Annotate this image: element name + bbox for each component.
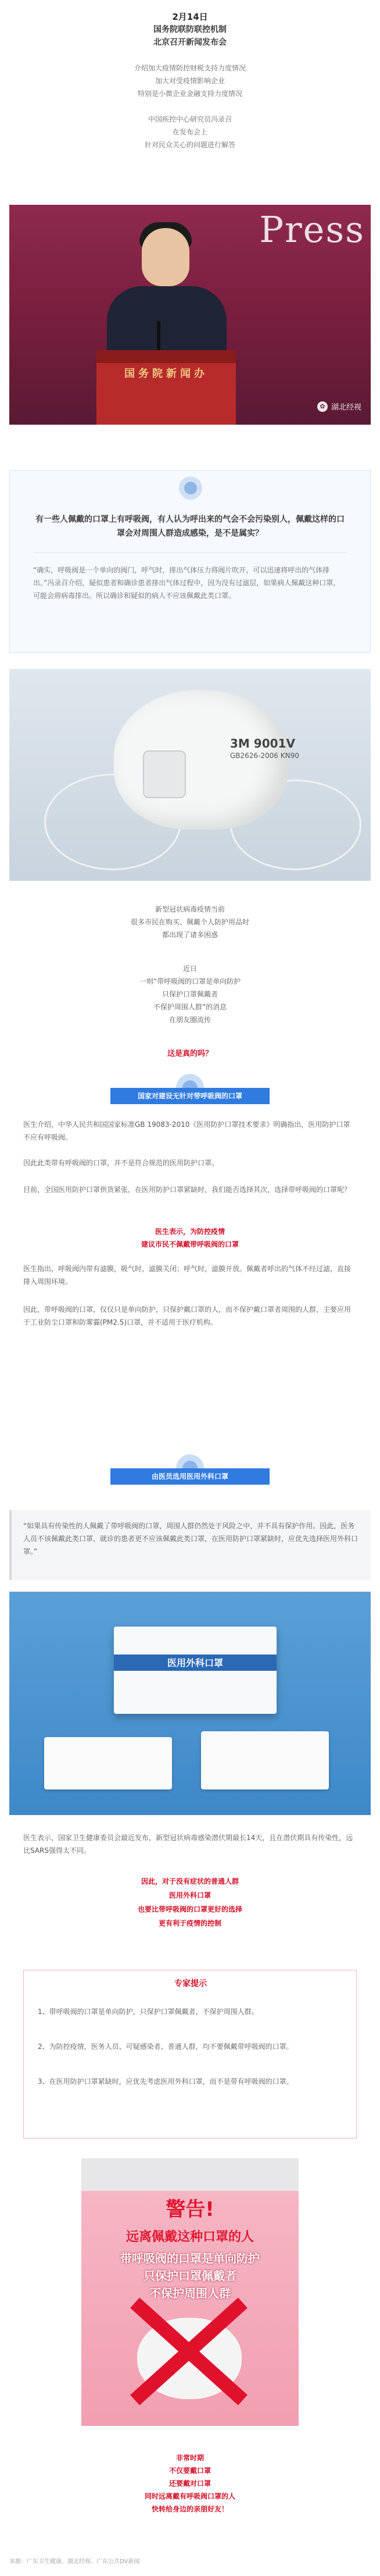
paragraph: 医生表示，国家卫生健康委员会最近发布，新型冠状病毒感染潜伏期最长14天，且在潜伏期具有传染性，远比SARS强得太不同。 (23, 1834, 353, 1855)
speaker-head (142, 228, 189, 286)
expert-tips-card (23, 1970, 357, 2139)
photo-watermark (317, 401, 361, 412)
quote-box (9, 1510, 371, 1580)
story-line: 只保护口罩佩戴者 (162, 990, 218, 998)
paragraph: 因此，带呼吸阀的口罩，仅仅只是单向防护，只保护戴口罩的人，而不保护戴口罩者周围的人群，主要应用于工业防尘口罩和防雾霾(PM2.5)口罩，并不适用于医疗机构。 (23, 1305, 352, 1326)
mask-box (114, 1627, 277, 1714)
quote-text: “如果具有传染性的人佩戴了带呼吸阀的口罩，周围人群仍然处于风险之中，并不具有保护作用。因此，医务人员不该佩戴此类口罩，就诊的患者更不应该佩戴此类口罩，在医用防护口罩紧缺时，应优先选择医用外科口罩。” (23, 1522, 359, 1556)
highlight-line: 医用外科口罩 (169, 1891, 211, 1899)
valve-mask-photo (9, 669, 371, 881)
paragraph: 因此此类带有呼吸阀的口罩，并不是符合规范的医用防护口罩。 (23, 1159, 219, 1167)
story-question: 这是真的吗？ (167, 1049, 213, 1058)
story-line: 新型冠状病毒疫情当前 (155, 905, 225, 913)
highlight-line: 医生表示，为防控疫情 (155, 1227, 225, 1236)
poster-line: 只保护口罩佩戴者 (144, 2269, 236, 2283)
intro-line-2: 加大对受疫情影响企业 (155, 77, 225, 85)
podium-text: 国务院新闻办 (124, 368, 208, 380)
ending-block (0, 2452, 380, 2515)
breathing-valve-icon (143, 750, 186, 798)
expert-line-3: 针对民众关心的问题进行解答 (144, 141, 235, 149)
question-text: 有一些人佩戴的口罩上有呼吸阀，有人认为呼出来的气会不会污染别人，佩戴这样的口罩会对周围人群造成感染，是不是属实？ (35, 515, 345, 538)
microphone-icon (157, 321, 160, 354)
expert-line-2: 在发布会上 (172, 128, 207, 136)
highlight-line: 也要比带呼吸阀的口罩更好的选择 (137, 1905, 242, 1913)
story-line: 一则“带呼吸阀的口罩是单向防护 (139, 977, 241, 985)
ending-line: 非常时期 (175, 2454, 204, 2462)
question-answer: “确实，呼吸阀是一个单向的阀门，呼气时，排出气体压力将阀片吹开，可以迅速将呼出的气体排出。”冯录召介绍，疑似患者和确诊患者排出气体过程中，因为没有过滤层，如果病人佩戴这种口罩，可能会将病毒排出。所以确诊和疑似的病人不应该佩戴此类口罩。 (33, 566, 340, 600)
story-block-a (0, 903, 380, 941)
article-header (0, 10, 380, 151)
story-line: 在朋友圈流传 (169, 1016, 211, 1024)
ending-line: 快转给身边的亲朋好友！ (151, 2505, 228, 2513)
question-badge-icon (179, 476, 202, 500)
surgical-mask-photo (9, 1592, 371, 1815)
source-credit: 来源：广东卫生健康、湖北经视、广东公共DV新闻 (9, 2559, 140, 2565)
highlight-line: 建议市民不佩戴带呼吸阀的口罩 (141, 1240, 239, 1248)
highlight-block (0, 1874, 380, 1930)
question-divider (33, 552, 347, 553)
watermark-text: 湖北经视 (331, 403, 361, 412)
story-line: 近日 (182, 965, 197, 973)
press-conference-photo (9, 205, 371, 425)
paragraph: 医生介绍，中华人民共和国国家标准GB 19083-2010《医用防护口罩技术要求》明确指出，医用防护口罩不应有呼吸阀。 (23, 1120, 350, 1141)
tip-item: 3、在医用防护口罩紧缺时，应优先考虑医用外科口罩，而不是带有呼吸阀的口罩。 (38, 2077, 293, 2086)
ending-line: 不仅要戴口罩 (169, 2467, 211, 2475)
article-date: 2月14日 (172, 12, 208, 22)
mask-shape (114, 690, 288, 830)
article-title-line-2: 北京召开新闻发布会 (153, 38, 227, 47)
ending-line: 还要戴对口罩 (169, 2479, 211, 2488)
expert-tips-title: 专家提示 (174, 1979, 207, 1988)
wechat-icon: ✿ (317, 401, 328, 412)
mask-model-label: 3M 9001V (230, 736, 295, 750)
highlight-line: 更有利于疫情的控制 (158, 1919, 221, 1927)
tip-item: 1、带呼吸阀的口罩是单向防护，只保护口罩佩戴者，不保护周围人群。 (38, 2008, 259, 2016)
mask-standard-label: GB2626-2006 KN90 (230, 752, 299, 760)
poster-line: 带呼吸阀的口罩是单向防护 (120, 2251, 260, 2265)
story-line: 不保护周围人群”的消息 (153, 1003, 227, 1011)
highlight-line: 因此，对于没有症状的普通人群 (141, 1877, 239, 1885)
poster-line: 不保护周围人群 (149, 2286, 231, 2300)
flat-mask (44, 1737, 172, 1789)
story-line: 都出现了诸多困惑 (162, 931, 218, 939)
intro-line-3: 特别是小微企业金融支持力度情况 (137, 90, 242, 98)
question-card (9, 470, 371, 653)
press-backdrop-text: Press (259, 208, 365, 251)
tip-item: 2、为防控疫情，医务人员、可疑感染者、普通人群，均不要佩戴带呼吸阀的口罩。 (38, 2043, 293, 2051)
mask-box-text: 医用外科口罩 (167, 1657, 223, 1668)
ending-line: 同时远离戴有呼吸阀口罩的人 (144, 2492, 235, 2500)
poster-line: 远离佩戴这种口罩的人 (126, 2230, 254, 2244)
section-banner-1: 国家对建设无针对带呼吸阀的口罩 (110, 1088, 270, 1104)
paragraph: 医生指出，呼吸阀内带有滤膜，吸气时，滤膜关闭；呼气时，滤膜开放。佩戴者呼出的气体不经过滤，直接排入周围环境。 (23, 1265, 352, 1286)
intro-line-1: 介绍加大疫情防控财税支持力度情况 (134, 64, 246, 72)
poster-title: 警告! (166, 2198, 214, 2221)
flat-mask (201, 1731, 329, 1789)
expert-line-1: 中国疾控中心研究员冯录召 (148, 115, 232, 123)
article-title-line-1: 国务院联防联控机制 (153, 25, 227, 34)
highlight-block (0, 1225, 380, 1251)
warning-poster (81, 2158, 299, 2426)
podium-bar (96, 350, 236, 363)
paragraph: 目前，全国医用防护口罩供货紧张，在医用防护口罩紧缺时，我们能否选择其次，选择带呼吸阀的口罩呢？ (23, 1186, 352, 1194)
story-line: 很多市民在购买、佩戴个人防护用品时 (130, 918, 249, 926)
story-block-b (0, 962, 380, 1026)
section-banner-2: 由医员选用医用外科口罩 (110, 1468, 270, 1485)
